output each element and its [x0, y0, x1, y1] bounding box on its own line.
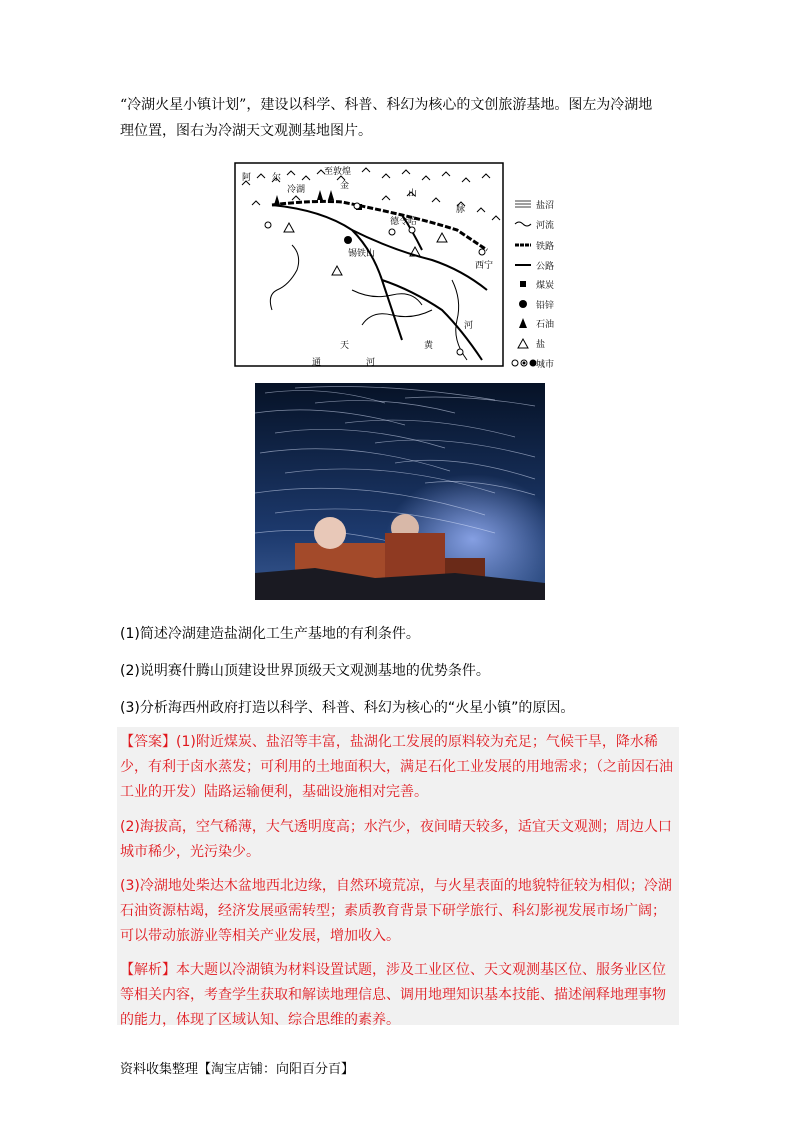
- page-footer: 资料收集整理【淘宝店铺：向阳百分百】: [120, 1062, 355, 1077]
- map-label: 阿: [242, 173, 252, 183]
- map-label: 德令哈: [390, 217, 418, 227]
- map-label: 金: [340, 181, 350, 191]
- map-label: 黄: [424, 341, 434, 351]
- map-label: 通: [312, 358, 322, 368]
- analysis-text: 【解析】本大题以冷湖镇为材料设置试题，涉及工业区位、天文观测基区位、服务业区位等相关内容，考查学生获取和解读地理信息、调用地理知识基本技能、描述阐释地理事物的能力，体现了区域认知、综合思维的素养。: [120, 962, 666, 1028]
- oil-icon: [519, 318, 527, 328]
- legend-label: 石油: [536, 320, 555, 330]
- legend-label: 河流: [536, 221, 555, 231]
- map-label: 脉: [456, 205, 466, 215]
- coal-icon: [520, 281, 526, 287]
- lead-zinc-icon: [344, 236, 352, 244]
- map-label: 西宁: [475, 261, 494, 271]
- observatory-photo: [255, 383, 545, 600]
- legend-label: 盐: [536, 340, 546, 350]
- question-2: (2)说明赛什腾山顶建设世界顶级天文观测基地的优势条件。: [120, 663, 490, 679]
- lead-zinc-icon: [519, 300, 527, 308]
- map-label: 冷湖: [287, 185, 306, 195]
- intro-line-1: “冷湖火星小镇计划”，建设以科学、科普、科幻为核心的文创旅游基地。图左为冷湖地: [120, 97, 653, 113]
- legend-label: 盐沼: [536, 201, 555, 211]
- question-3: (3)分析海西州政府打造以科学、科普、科幻为核心的“火星小镇”的原因。: [120, 700, 575, 716]
- map-label: 至敦煌: [324, 167, 352, 177]
- city-icon: [512, 360, 536, 366]
- legend-label: 公路: [536, 262, 555, 272]
- map-label: 天: [340, 341, 350, 351]
- salt-icon: [518, 339, 528, 348]
- answer-part-3: (3)冷湖地处柴达木盆地西北边缘，自然环境荒凉，与火星表面的地貌特征较为相似；冷湖石油资源枯竭，经济发展亟需转型；素质教育背景下研学旅行、科幻影视发展市场广阔；可以带动旅游业等相关产业发展，增加收入。: [120, 878, 672, 944]
- answer-part-1: 【答案】(1)附近煤炭、盐沼等丰富，盐湖化工发展的原料较为充足；气候干旱，降水稀少，有利于卤水蒸发；可利用的土地面积大，满足石化工业发展的用地需求；（之前因石油工业的开发）陆路运输便利，基础设施相对完善。: [120, 734, 673, 800]
- salt-marsh-icon: [515, 201, 531, 207]
- question-1: (1)简述冷湖建造盐湖化工生产基地的有利条件。: [120, 626, 420, 642]
- legend-label: 铅锌: [536, 301, 555, 311]
- map-label: 河: [464, 321, 474, 331]
- map-label: 山: [408, 189, 418, 199]
- legend-label: 煤炭: [536, 281, 555, 291]
- map-legend: [512, 199, 554, 370]
- river-icon: [515, 222, 531, 226]
- map-label: 河: [366, 358, 376, 368]
- location-map: [232, 160, 555, 370]
- answer-part-2: (2)海拔高，空气稀薄，大气透明度高；水汽少，夜间晴天较多，适宜天文观测；周边人口城市稀少，光污染少。: [120, 819, 672, 860]
- map-label: 锡铁山: [348, 249, 376, 259]
- intro-paragraph: [120, 92, 690, 144]
- map-frame: [235, 163, 503, 366]
- legend-label: 城市: [536, 360, 555, 370]
- legend-label: 铁路: [536, 242, 555, 252]
- map-label: 尔: [272, 173, 282, 183]
- intro-line-2: 理位置，图右为冷湖天文观测基地图片。: [120, 123, 372, 139]
